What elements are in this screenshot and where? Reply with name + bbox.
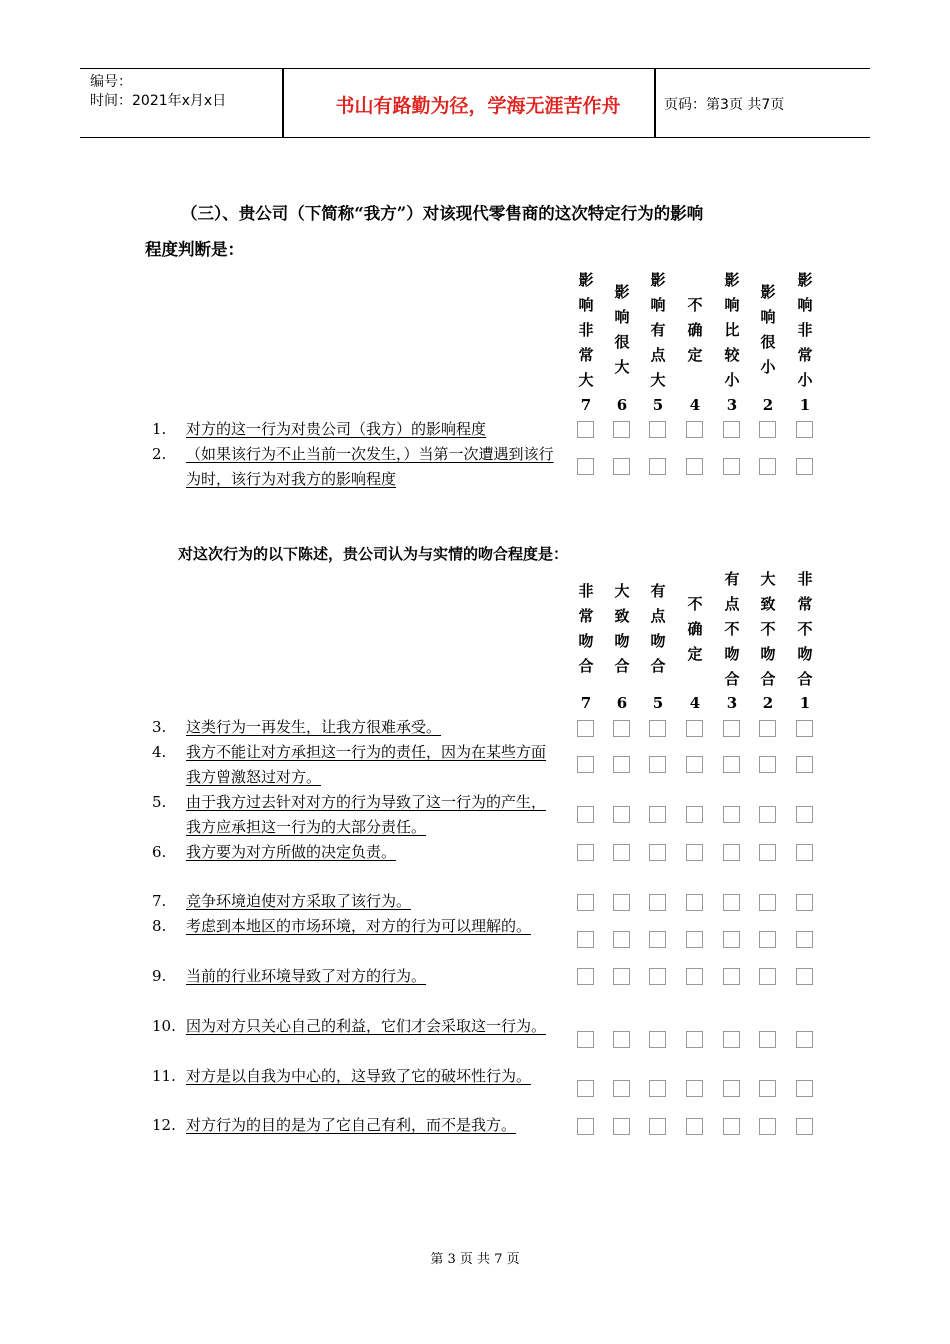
scale-column-4	[683, 567, 707, 712]
rating-checkbox-3[interactable]	[723, 806, 740, 823]
rating-checkbox-6[interactable]	[613, 806, 630, 823]
rating-checkbox-5[interactable]	[649, 1031, 666, 1048]
scale-label: 大 致 吻 合	[614, 582, 630, 675]
rating-checkbox-3[interactable]	[723, 968, 740, 985]
question-text: （如果该行为不止当前一次发生，）当第一次遭遇到该行为时，该行为对我方的影响程度	[186, 445, 554, 488]
rating-checkbox-6[interactable]	[613, 931, 630, 948]
question-number: 7.	[152, 892, 167, 910]
scale-number: 4	[689, 396, 701, 414]
scale-column-2	[610, 567, 634, 712]
rating-checkbox-4[interactable]	[686, 756, 703, 773]
rating-checkbox-4[interactable]	[686, 1031, 703, 1048]
scale-label: 不 确 定	[687, 594, 703, 663]
rating-checkbox-4[interactable]	[686, 806, 703, 823]
rating-checkbox-2[interactable]	[759, 844, 776, 861]
scale-column-6	[756, 567, 780, 712]
page-footer: 第 3 页 共 7 页	[430, 1252, 520, 1267]
rating-checkbox-7[interactable]	[577, 720, 594, 737]
rating-checkbox-5[interactable]	[649, 421, 666, 438]
rating-checkbox-4[interactable]	[686, 421, 703, 438]
rating-checkbox-6[interactable]	[613, 968, 630, 985]
time-label: 时间：2021年x月x日	[90, 93, 227, 109]
scale-number: 1	[799, 396, 811, 414]
rating-checkbox-2[interactable]	[759, 1118, 776, 1135]
rating-checkbox-6[interactable]	[613, 894, 630, 911]
scale-label: 不 确 定	[687, 295, 703, 364]
number-label: 编号：	[90, 74, 132, 90]
subsection-title: 对这次行为的以下陈述，贵公司认为与实情的吻合程度是：	[178, 545, 569, 563]
rating-checkbox-7[interactable]	[577, 1118, 594, 1135]
scale-label: 影 响 比 较 小	[724, 270, 740, 389]
rating-checkbox-1[interactable]	[796, 756, 813, 773]
rating-checkbox-5[interactable]	[649, 1080, 666, 1097]
rating-checkbox-3[interactable]	[723, 458, 740, 475]
rating-checkbox-2[interactable]	[759, 458, 776, 475]
rating-checkbox-4[interactable]	[686, 931, 703, 948]
rating-checkbox-5[interactable]	[649, 720, 666, 737]
header-page-label: 页码：第3页 共7页	[664, 97, 785, 113]
rating-checkbox-5[interactable]	[649, 894, 666, 911]
rating-checkbox-6[interactable]	[613, 756, 630, 773]
rating-checkbox-4[interactable]	[686, 968, 703, 985]
rating-checkbox-1[interactable]	[796, 806, 813, 823]
rating-checkbox-7[interactable]	[577, 421, 594, 438]
rating-checkbox-2[interactable]	[759, 756, 776, 773]
scale-label: 非 常 不 吻 合	[797, 569, 813, 688]
rating-checkbox-5[interactable]	[649, 844, 666, 861]
rating-checkbox-3[interactable]	[723, 844, 740, 861]
scale-column-5	[720, 567, 744, 712]
rating-checkbox-6[interactable]	[613, 458, 630, 475]
scale-column-4	[683, 268, 707, 414]
question-text: 考虑到本地区的市场环境，对方的行为可以理解的。	[186, 917, 532, 935]
scale-column-3	[646, 268, 670, 414]
rating-checkbox-5[interactable]	[649, 968, 666, 985]
question-text: 当前的行业环境导致了对方的行为。	[186, 967, 427, 985]
question-number: 6.	[152, 843, 167, 861]
scale-number: 2	[762, 396, 774, 414]
question-text: 竞争环境迫使对方采取了该行为。	[186, 892, 412, 910]
rating-checkbox-1[interactable]	[796, 1118, 813, 1135]
rating-checkbox-6[interactable]	[613, 844, 630, 861]
rating-checkbox-3[interactable]	[723, 720, 740, 737]
question-text: 我方要为对方所做的决定负责。	[186, 843, 397, 861]
scale-column-7	[793, 268, 817, 414]
scale-column-1	[574, 268, 598, 414]
question-text: 对方的这一行为对贵公司（我方）的影响程度	[186, 420, 487, 438]
rating-checkbox-1[interactable]	[796, 1080, 813, 1097]
rating-checkbox-3[interactable]	[723, 931, 740, 948]
scale-label: 影 响 有 点 大	[650, 270, 666, 389]
question-number: 3.	[152, 718, 167, 736]
rating-checkbox-3[interactable]	[723, 1118, 740, 1135]
header-motto: 书山有路勤为径，学海无涯苦作舟	[335, 95, 621, 117]
question-number: 12.	[152, 1116, 176, 1134]
rating-checkbox-7[interactable]	[577, 756, 594, 773]
rating-checkbox-1[interactable]	[796, 894, 813, 911]
rating-checkbox-3[interactable]	[723, 894, 740, 911]
scale-label: 有 点 吻 合	[650, 582, 666, 675]
rating-checkbox-4[interactable]	[686, 458, 703, 475]
rating-checkbox-6[interactable]	[613, 1080, 630, 1097]
rating-checkbox-5[interactable]	[649, 756, 666, 773]
header-divider	[654, 69, 656, 137]
question-number: 1.	[152, 420, 167, 438]
rating-checkbox-2[interactable]	[759, 1031, 776, 1048]
rating-checkbox-6[interactable]	[613, 1031, 630, 1048]
scale-number: 4	[689, 694, 701, 712]
scale-column-3	[646, 567, 670, 712]
rating-checkbox-7[interactable]	[577, 1031, 594, 1048]
scale-number: 2	[762, 694, 774, 712]
question-number: 10.	[152, 1017, 176, 1035]
scale-number: 7	[580, 396, 592, 414]
rating-checkbox-2[interactable]	[759, 421, 776, 438]
question-text: 对方行为的目的是为了它自己有利，而不是我方。	[186, 1116, 517, 1134]
scale-label: 非 常 吻 合	[578, 582, 594, 675]
scale-column-1	[574, 567, 598, 712]
scale-label: 影 响 很 大	[614, 283, 630, 376]
section-title	[145, 196, 825, 268]
scale-number: 1	[799, 694, 811, 712]
question-number: 4.	[152, 743, 167, 761]
rating-checkbox-7[interactable]	[577, 458, 594, 475]
rating-checkbox-3[interactable]	[723, 1080, 740, 1097]
rating-checkbox-6[interactable]	[613, 421, 630, 438]
rating-checkbox-4[interactable]	[686, 720, 703, 737]
rating-checkbox-7[interactable]	[577, 844, 594, 861]
scale-column-7	[793, 567, 817, 712]
scale-number: 6	[616, 396, 628, 414]
rating-checkbox-7[interactable]	[577, 894, 594, 911]
section-title-line1: （三）、贵公司（下简称“我方”）对该现代零售商的这次特定行为的影响	[181, 204, 704, 223]
rating-checkbox-5[interactable]	[649, 1118, 666, 1135]
scale-label: 有 点 不 吻 合	[724, 569, 740, 688]
scale-number: 5	[652, 694, 664, 712]
rating-checkbox-1[interactable]	[796, 968, 813, 985]
rating-checkbox-2[interactable]	[759, 806, 776, 823]
question-number: 9.	[152, 967, 167, 985]
rating-checkbox-1[interactable]	[796, 931, 813, 948]
rating-checkbox-5[interactable]	[649, 806, 666, 823]
section-title-line2: 程度判断是：	[145, 240, 244, 259]
rating-checkbox-4[interactable]	[686, 1118, 703, 1135]
rating-checkbox-4[interactable]	[686, 894, 703, 911]
rating-checkbox-7[interactable]	[577, 1080, 594, 1097]
rating-checkbox-4[interactable]	[686, 844, 703, 861]
scale-column-5	[720, 268, 744, 414]
scale-number: 3	[726, 396, 738, 414]
rating-checkbox-2[interactable]	[759, 1080, 776, 1097]
header-divider	[282, 69, 284, 137]
rating-checkbox-5[interactable]	[649, 931, 666, 948]
rating-checkbox-1[interactable]	[796, 720, 813, 737]
scale-number: 7	[580, 694, 592, 712]
question-text: 因为对方只关心自己的利益，它们才会采取这一行为。	[186, 1017, 547, 1035]
scale-label: 影 响 很 小	[760, 283, 776, 376]
question-number: 5.	[152, 793, 167, 811]
rating-checkbox-6[interactable]	[613, 1118, 630, 1135]
question-text: 这类行为一再发生，让我方很难承受。	[186, 718, 442, 736]
rating-checkbox-3[interactable]	[723, 421, 740, 438]
scale-column-2	[610, 268, 634, 414]
question-number: 2.	[152, 445, 167, 463]
rating-checkbox-6[interactable]	[613, 720, 630, 737]
rating-checkbox-3[interactable]	[723, 1031, 740, 1048]
rating-checkbox-3[interactable]	[723, 756, 740, 773]
question-number: 8.	[152, 917, 167, 935]
document-header	[80, 68, 870, 138]
rating-checkbox-7[interactable]	[577, 806, 594, 823]
question-text: 对方是以自我为中心的，这导致了它的破坏性行为。	[186, 1067, 532, 1085]
rating-checkbox-2[interactable]	[759, 894, 776, 911]
question-text: 由于我方过去针对对方的行为导致了这一行为的产生，我方应承担这一行为的大部分责任。	[186, 793, 547, 836]
rating-checkbox-2[interactable]	[759, 968, 776, 985]
rating-checkbox-2[interactable]	[759, 931, 776, 948]
scale-label: 影 响 非 常 小	[797, 270, 813, 389]
rating-checkbox-7[interactable]	[577, 931, 594, 948]
scale-number: 5	[652, 396, 664, 414]
scale-label: 影 响 非 常 大	[578, 270, 594, 389]
scale-number: 6	[616, 694, 628, 712]
rating-checkbox-2[interactable]	[759, 720, 776, 737]
rating-checkbox-1[interactable]	[796, 844, 813, 861]
rating-checkbox-7[interactable]	[577, 968, 594, 985]
header-meta	[90, 73, 226, 111]
rating-checkbox-4[interactable]	[686, 1080, 703, 1097]
scale-column-6	[756, 268, 780, 414]
rating-checkbox-1[interactable]	[796, 458, 813, 475]
scale-label: 大 致 不 吻 合	[760, 569, 776, 688]
scale-number: 3	[726, 694, 738, 712]
rating-checkbox-5[interactable]	[649, 458, 666, 475]
question-number: 11.	[152, 1067, 176, 1085]
rating-checkbox-1[interactable]	[796, 1031, 813, 1048]
question-text: 我方不能让对方承担这一行为的责任，因为在某些方面我方曾激怒过对方。	[186, 743, 547, 786]
rating-checkbox-1[interactable]	[796, 421, 813, 438]
